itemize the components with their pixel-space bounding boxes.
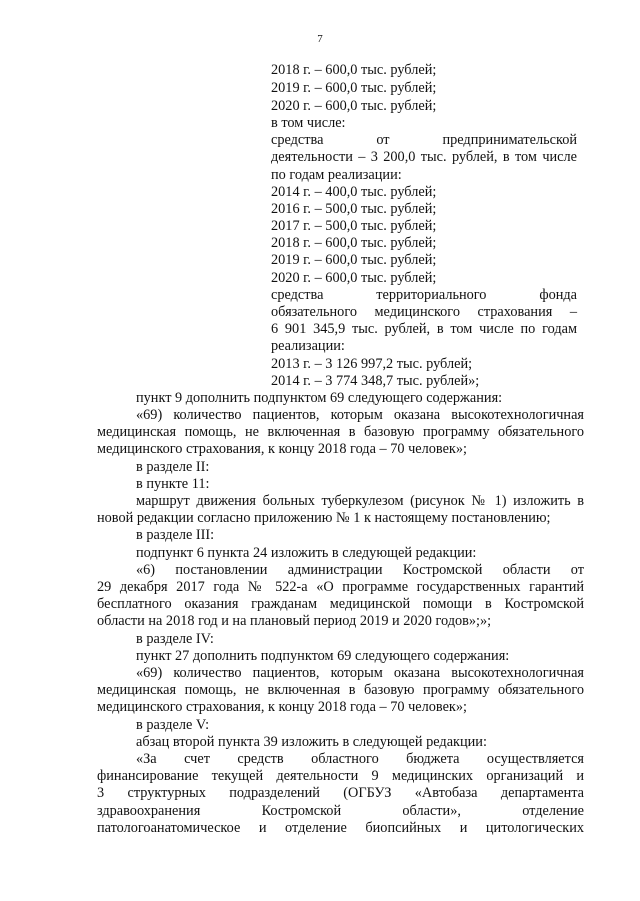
text-line: 2019 г. – 600,0 тыс. рублей; <box>271 252 437 268</box>
text-line: новой редакции согласно приложению № 1 к настоящему постановлению; <box>97 510 551 526</box>
text-line: 2016 г. – 500,0 тыс. рублей; <box>271 201 437 217</box>
text-line: «69) количество пациентов, которым оказана высокотехнологичная <box>136 665 584 681</box>
text-line: средства территориального фонда <box>271 287 577 303</box>
text-line: 2020 г. – 600,0 тыс. рублей; <box>271 270 437 286</box>
text-line: 2014 г. – 400,0 тыс. рублей; <box>271 184 437 200</box>
page-number: 7 <box>317 33 323 45</box>
text-line: реализации: <box>271 338 345 354</box>
text-line: в пункте 11: <box>136 476 210 492</box>
text-line: 2018 г. – 600,0 тыс. рублей; <box>271 62 437 78</box>
text-line: 2013 г. – 3 126 997,2 тыс. рублей; <box>271 356 473 372</box>
text-line: пункт 27 дополнить подпунктом 69 следующего содержания: <box>136 648 510 664</box>
text-line: обязательного медицинского страхования – <box>271 304 577 320</box>
text-line: абзац второй пункта 39 изложить в следующей редакции: <box>136 734 487 750</box>
text-line: 2018 г. – 600,0 тыс. рублей; <box>271 235 437 251</box>
text-line: по годам реализации: <box>271 167 402 183</box>
text-line: финансирование текущей деятельности 9 медицинских организаций и <box>97 768 584 784</box>
text-line: в разделе II: <box>136 459 210 475</box>
text-line: медицинская помощь, не включенная в базовую программу обязательного <box>97 682 584 698</box>
text-line: медицинская помощь, не включенная в базовую программу обязательного <box>97 424 584 440</box>
text-line: 2014 г. – 3 774 348,7 тыс. рублей»; <box>271 373 480 389</box>
text-line: медицинского страхования, к концу 2018 года – 70 человек»; <box>97 699 467 715</box>
text-line: 29 декабря 2017 года № 522-а «О программе государственных гарантий <box>97 579 584 595</box>
text-line: подпункт 6 пункта 24 изложить в следующей редакции: <box>136 545 477 561</box>
text-line: маршрут движения больных туберкулезом (рисунок № 1) изложить в <box>136 493 584 509</box>
text-line: 3 структурных подразделений (ОГБУЗ «Автобаза департамента <box>97 785 584 801</box>
text-line: 2020 г. – 600,0 тыс. рублей; <box>271 98 437 114</box>
text-line: 2019 г. – 600,0 тыс. рублей; <box>271 80 437 96</box>
text-line: в разделе IV: <box>136 631 214 647</box>
text-line: в разделе III: <box>136 527 215 543</box>
text-line: здравоохранения Костромской области», отделение <box>97 803 584 819</box>
text-line: «За счет средств областного бюджета осуществляется <box>136 751 584 767</box>
text-line: медицинского страхования, к концу 2018 года – 70 человек»; <box>97 441 467 457</box>
text-line: области на 2018 год и на плановый период 2019 и 2020 годов»;»; <box>97 613 492 629</box>
text-line: пункт 9 дополнить подпунктом 69 следующего содержания: <box>136 390 503 406</box>
text-line: 2017 г. – 500,0 тыс. рублей; <box>271 218 437 234</box>
text-line: 6 901 345,9 тыс. рублей, в том числе по годам <box>271 321 577 337</box>
text-line: бесплатного оказания гражданам медицинской помощи в Костромской <box>97 596 584 612</box>
text-line: в разделе V: <box>136 717 210 733</box>
text-line: «69) количество пациентов, которым оказана высокотехнологичная <box>136 407 584 423</box>
text-line: патологоанатомическое и отделение биопсийных и цитологических <box>97 820 584 836</box>
text-line: деятельности – 3 200,0 тыс. рублей, в том числе <box>271 149 577 165</box>
text-line: «6) постановлении администрации Костромской области от <box>136 562 584 578</box>
text-line: средства от предпринимательской <box>271 132 577 148</box>
text-line: в том числе: <box>271 115 346 131</box>
